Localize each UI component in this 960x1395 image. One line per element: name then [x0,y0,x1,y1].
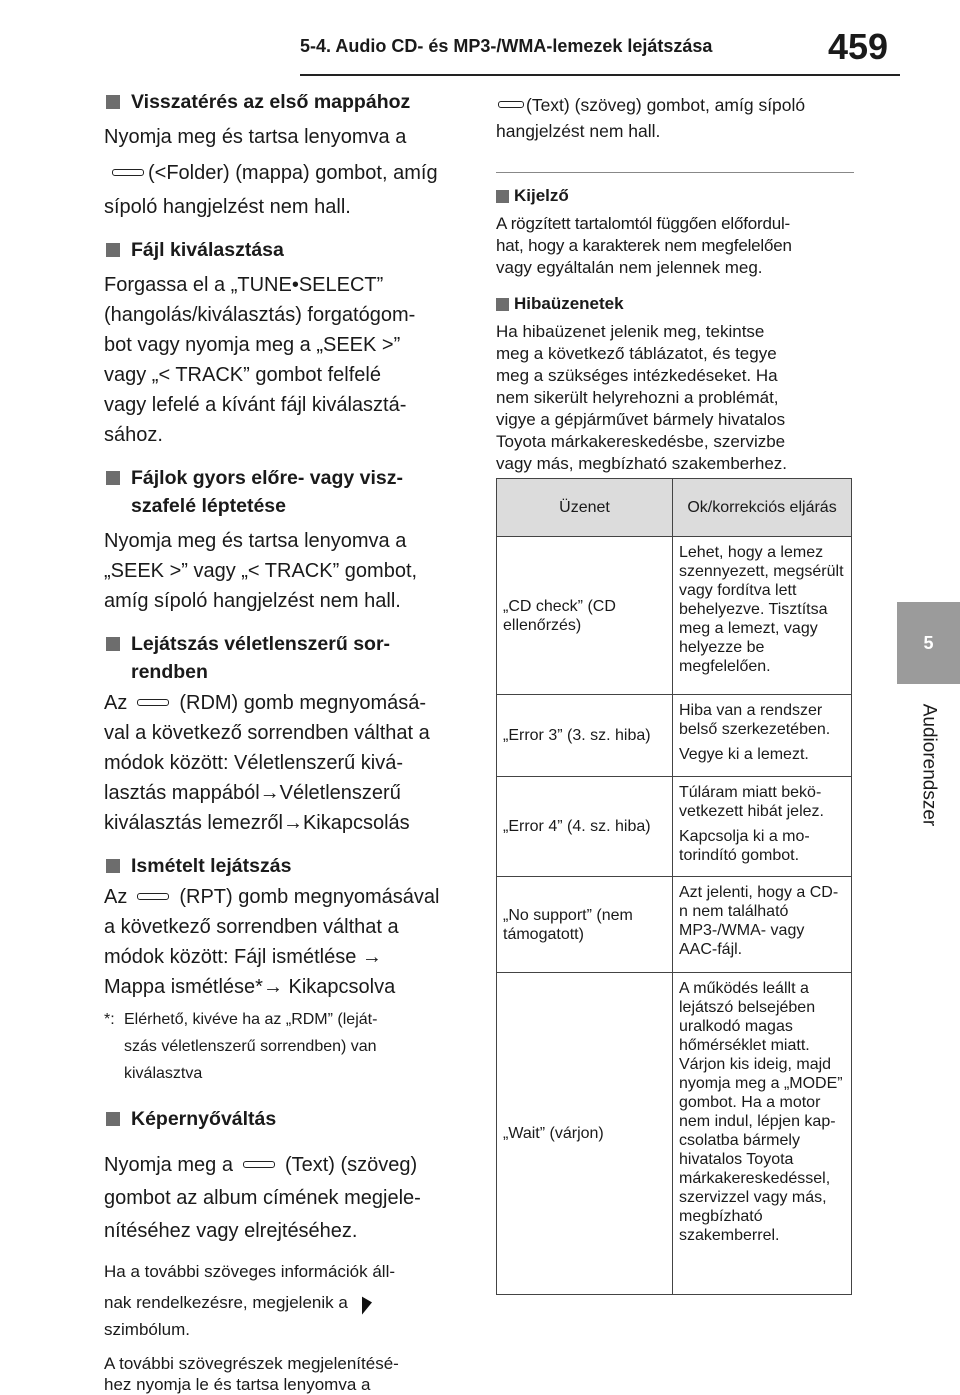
section-heading: Visszatérés az első mappához [104,88,462,116]
text-button-icon [243,1161,275,1168]
more-text-arrow-icon [362,1293,372,1314]
section-heading: Fájlok gyors előre- vagy visz- szafelé léptetése [104,464,462,520]
square-bullet-icon [106,1112,120,1126]
square-bullet-icon [496,298,509,311]
table-cell: „Error 4” (4. sz. hiba) [497,777,673,877]
table-row [497,877,852,973]
paragraph: A rögzített tartalomtól függően előfordul- hat, hogy a karakterek nem megfelelően vagy egyáltalán nem jelennek meg. [496,214,792,277]
square-bullet-icon [106,859,120,873]
chapter-label [897,690,960,840]
paragraph: Ha hibaüzenet jelenik meg, tekintse meg a következő táblázatot, és tegye meg a szükséges intézkedéseket. Ha nem sikerült helyrehozni a problémát, vigye a gépjárművet bármely hivatalos Toyota márkakereskedésbe, szervizbe vagy más, megbízható szakemberhez. [496,322,788,473]
square-bullet-icon [106,637,120,651]
table-cell: „Wait” (várjon) [497,973,673,1295]
page-number: 459 [828,26,889,67]
table-cell: Lehet, hogy a lemez szennyezett, megsérült vagy fordítva lett behelyezve. Tisztítsa meg a lemezt, vagy helyezze be megfelelően. [673,537,852,695]
table-cell: „Error 3” (3. sz. hiba) [497,695,673,777]
section-heading: Képernyőváltás [104,1105,462,1133]
paragraph: Az (RPT) gomb megnyomásával a következő sorrendben válthat a módok között: Fájl ismétlése → Mappa ismétlése*→ Kikapcsolva [104,886,440,998]
section-heading: Lejátszás véletlenszerű sor- rendben [104,630,462,686]
header-rule [300,74,900,76]
table-cell: Túláram miatt bekövetkezett hibát jelez. Kapcsolja ki a motorindító gombot. [673,777,852,877]
paragraph: Nyomja meg és tartsa lenyomva a „SEEK >” vagy „< TRACK” gombot, amíg sípoló hangjelzést nem hall. [104,530,418,612]
paragraph: Nyomja meg és tartsa lenyomva a (<Folder) (mappa) gombot, amíg sípoló hangjelzést nem hall. [104,126,438,218]
section-heading: Fájl kiválasztása [104,236,462,264]
column-header: Üzenet [497,479,673,537]
table-cell: Hiba van a rendszer belső szerkezetében. Vegye ki a lemezt. [673,695,852,777]
table-cell: A működés leállt a lejátszó belsejében uralkodó magas hőmérséklet miatt. Várjon kis ideig, majd nyomja meg a „MODE” gombot. Ha a motor nem indul, lépjen kapcsolatba bármely hivatalos Toyota márkakereskedéssel, szervizzel vagy más, megbízható szakemberrel. [673,973,852,1295]
section-heading: Ismételt lejátszás [104,852,462,880]
table-cell: „CD check” (CD ellenőrzés) [497,537,673,695]
paragraph: A további szövegrészek megjelenítésé- hez nyomja le és tartsa lenyomva a [104,1354,399,1394]
chapter-label-text: Audiorendszer [918,703,940,827]
table-row [497,777,852,877]
left-column [104,88,462,1395]
table-row [497,695,852,777]
section-header: 5-4. Audio CD- és MP3-/WMA-lemezek lejátszása [300,36,713,56]
right-column [496,92,854,475]
text-button-icon [498,101,524,108]
paragraph: Ha a további szöveges információk áll- nak rendelkezésre, megjelenik a szimbólum. [104,1262,396,1339]
folder-button-icon [112,169,144,176]
paragraph: (Text) (szöveg) gombot, amíg sípoló hangjelzést nem hall. [496,95,806,141]
paragraph: Forgassa el a „TUNE•SELECT” (hangolás/kiválasztás) forgatógom- bot vagy nyomja meg a „SEEK >” vagy „< TRACK” gombot felfelé vagy lefelé a kívánt fájl kiválasztá- sához. [104,274,416,446]
section-heading: Hibaüzenetek [496,293,854,315]
rpt-button-icon [137,893,169,900]
table-cell: „No support” (nem támogatott) [497,877,673,973]
section-heading: Kijelző [496,185,854,207]
error-table [496,478,852,1295]
paragraph: Az (RDM) gomb megnyomásá- val a következő sorrendben válthat a módok között: Véletlenszerű kivá- lasztás mappából→Véletlenszerű kiválasztás lemezről→Kikapcsolás [104,692,430,834]
square-bullet-icon [496,190,509,203]
square-bullet-icon [106,471,120,485]
paragraph: Nyomja meg a (Text) (szöveg) gombot az album címének megjele- nítéséhez vagy elrejtéséhez. [104,1154,421,1242]
table-row [497,537,852,695]
divider [496,172,854,173]
rdm-button-icon [137,699,169,706]
table-header-row [497,479,852,537]
chapter-tab: 5 [897,602,960,684]
square-bullet-icon [106,243,120,257]
footnote: *: Elérhető, kivéve ha az „RDM” (leját- szás véletlenszerű sorrendben) van kiválasztva [104,1011,378,1082]
table-row [497,973,852,1295]
square-bullet-icon [106,95,120,109]
column-header: Ok/korrekciós eljárás [673,479,852,537]
table-cell: Azt jelenti, hogy a CD-n nem található MP3-/WMA- vagy AAC-fájl. [673,877,852,973]
